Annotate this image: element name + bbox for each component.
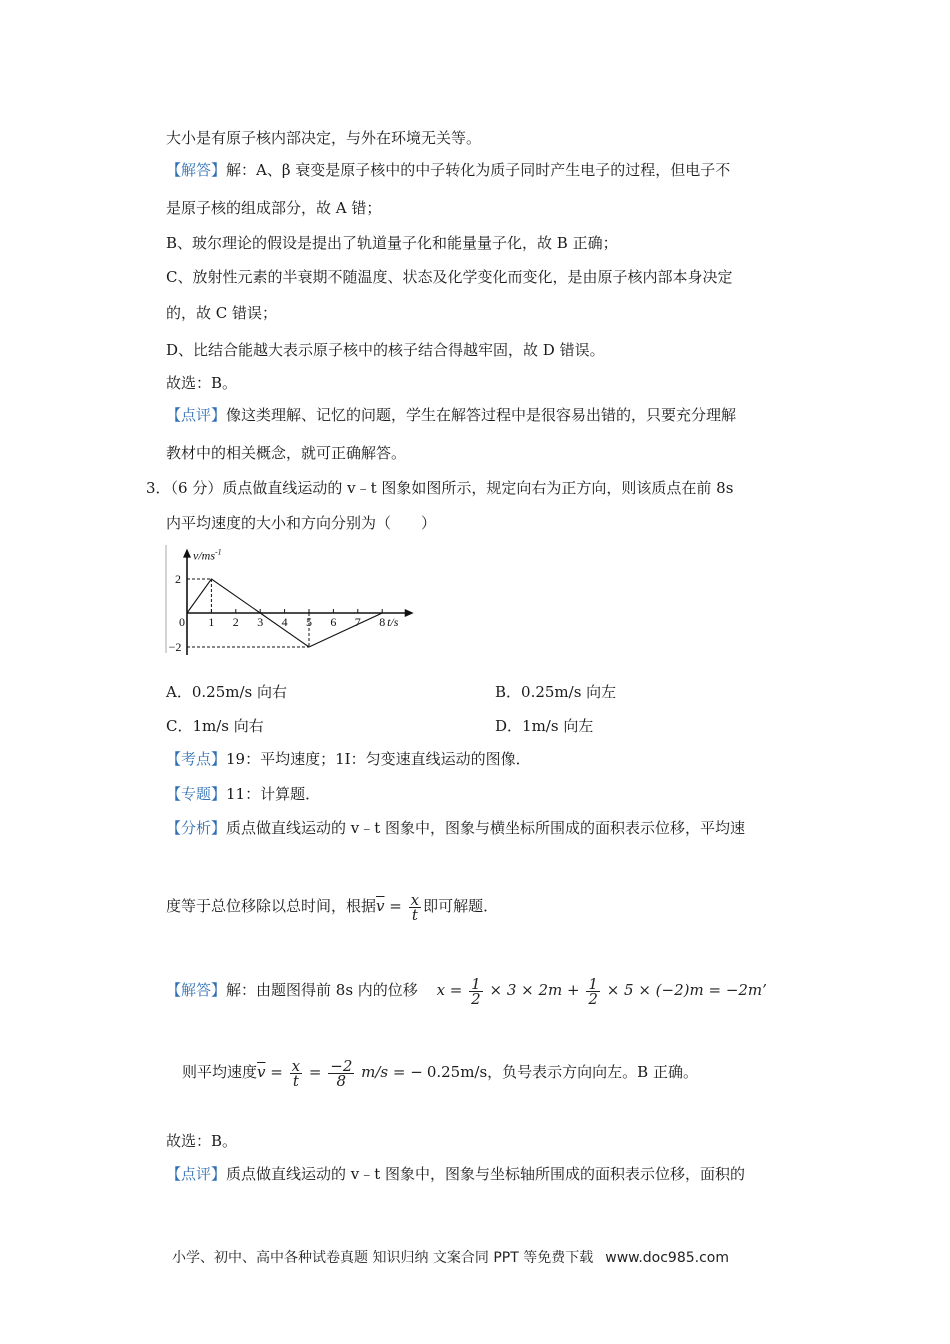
line-5: C、放射性元素的半衰期不随温度、状态及化学变化而变化，是由原子核内部本身决定 [166, 268, 733, 286]
jieda-2-prefix: 则平均速度 [182, 1063, 258, 1081]
x-tick-label: 6 [330, 615, 337, 629]
y-tick-label: 2 [175, 572, 181, 586]
x-axis-label: t/s [387, 615, 399, 629]
question-3-stem-1 [146, 478, 733, 498]
answer-text: 解：A、β 衰变是原子核中的中子转化为质子同时产生电子的过程，但电子不 [226, 161, 731, 179]
footer-site-link[interactable]: www.doc985.com [605, 1250, 729, 1266]
line-7: D、比结合能越大表示原子核中的核子结合得越牢固，故 D 错误。 [166, 341, 605, 359]
y-axis-label: $v/ms^{-1}$ [193, 547, 222, 563]
fenxi-2-prefix: 度等于总位移除以总时间，根据 [166, 897, 377, 915]
page-footer [172, 1247, 729, 1267]
jieda-tag: 【解答】 [166, 981, 227, 999]
line-10: 教材中的相关概念，就可正确解答。 [166, 444, 407, 462]
x-tick-label: 7 [354, 615, 361, 629]
comment-text: 像这类理解、记忆的问题，学生在解答过程中是很容易出错的，只要充分理解 [226, 406, 737, 424]
zhuanti-text: 11：计算题． [226, 785, 321, 803]
option-c[interactable]: C．1m/s 向右 [166, 717, 264, 735]
y-axis-label-sup: -1 [215, 547, 222, 557]
x-tick-label: 0 [179, 615, 185, 629]
dianping-tag: 【点评】 [166, 1165, 227, 1183]
line-3: 是原子核的组成部分，故 A 错； [166, 199, 382, 217]
comment-tag: 【点评】 [166, 406, 227, 424]
zhuanti-tag: 【专题】 [166, 785, 227, 803]
jieda-text: 解：由题图得前 8s 内的位移 [226, 981, 418, 999]
x-tick-label: 4 [281, 615, 288, 629]
jieda-line-1 [166, 968, 767, 1012]
y-axis-arrow [183, 549, 191, 558]
guxuan-line: 故选：B。 [166, 1132, 238, 1150]
fenxi-line-1 [166, 818, 745, 838]
line-8: 故选：B。 [166, 374, 238, 392]
x-tick-label: 2 [232, 615, 239, 629]
answer-line [166, 160, 730, 180]
x-tick-label: 5 [306, 615, 312, 629]
answer-tag: 【解答】 [166, 161, 227, 179]
line-6: 的，故 C 错误； [166, 304, 278, 322]
option-d[interactable]: D．1m/s 向左 [495, 717, 594, 735]
jieda-2-suffix: 0.25m/s，负号表示方向向左。B 正确。 [426, 1063, 698, 1081]
option-a[interactable]: A．0.25m/s 向右 [166, 683, 287, 701]
fenxi-text: 质点做直线运动的 v﹣t 图象中，图象与横坐标所围成的面积表示位移，平均速 [226, 819, 746, 837]
x-axis-arrow [405, 609, 414, 617]
zhuanti-line [166, 784, 320, 804]
fenxi-2-suffix: 即可解题． [423, 897, 499, 915]
kaodian-text: 19：平均速度；1I：匀变速直线运动的图像． [226, 750, 531, 768]
line-4: B、玻尔理论的假设是提出了轨道量子化和能量量子化，故 B 正确； [166, 234, 618, 252]
x-tick-label: 1 [208, 615, 215, 629]
y-tick-label: −2 [168, 640, 182, 654]
dianping-line [166, 1164, 745, 1184]
x-tick-label: 3 [257, 615, 264, 629]
question-number: 3． [146, 479, 171, 497]
kaodian-tag: 【考点】 [166, 750, 227, 768]
jieda-line-2 [182, 1050, 698, 1094]
dianping-text: 质点做直线运动的 v﹣t 图象中，图象与坐标轴所围成的面积表示位移，面积的 [226, 1165, 746, 1183]
comment-line [166, 405, 736, 425]
footer-text: 小学、初中、高中各种试卷真题 知识归纳 文案合同 PPT 等免费下载 [172, 1250, 594, 1266]
displacement-formula: x = $\frac{1}{2}$ × 3 × 2m + $\frac{1}{2}$ × 5 × (−2)m = −2m’ [436, 974, 767, 1008]
option-b[interactable]: B．0.25m/s 向左 [495, 683, 617, 701]
avg-velocity-calc: $\overline{v}$ = $\frac{x}{t}$ = $\frac{-2}{8}$ m/s = − [257, 1056, 423, 1090]
question-3-stem-2: 内平均速度的大小和方向分别为（ ） [166, 514, 437, 532]
x-tick-label: 8 [379, 615, 386, 629]
fenxi-line-2 [166, 886, 498, 926]
vt-graph [165, 543, 415, 655]
question-stem-text: （6 分）质点做直线运动的 v﹣t 图象如图所示，规定向右为正方向，则该质点在前 8s [170, 479, 734, 497]
fenxi-tag: 【分析】 [166, 819, 227, 837]
avg-velocity-formula: $\overline{v}$ = $\frac{x}{t}$ [376, 890, 420, 924]
kaodian-line [166, 749, 531, 769]
line-1: 大小是有原子核内部决定，与外在环境无关等。 [166, 129, 482, 147]
